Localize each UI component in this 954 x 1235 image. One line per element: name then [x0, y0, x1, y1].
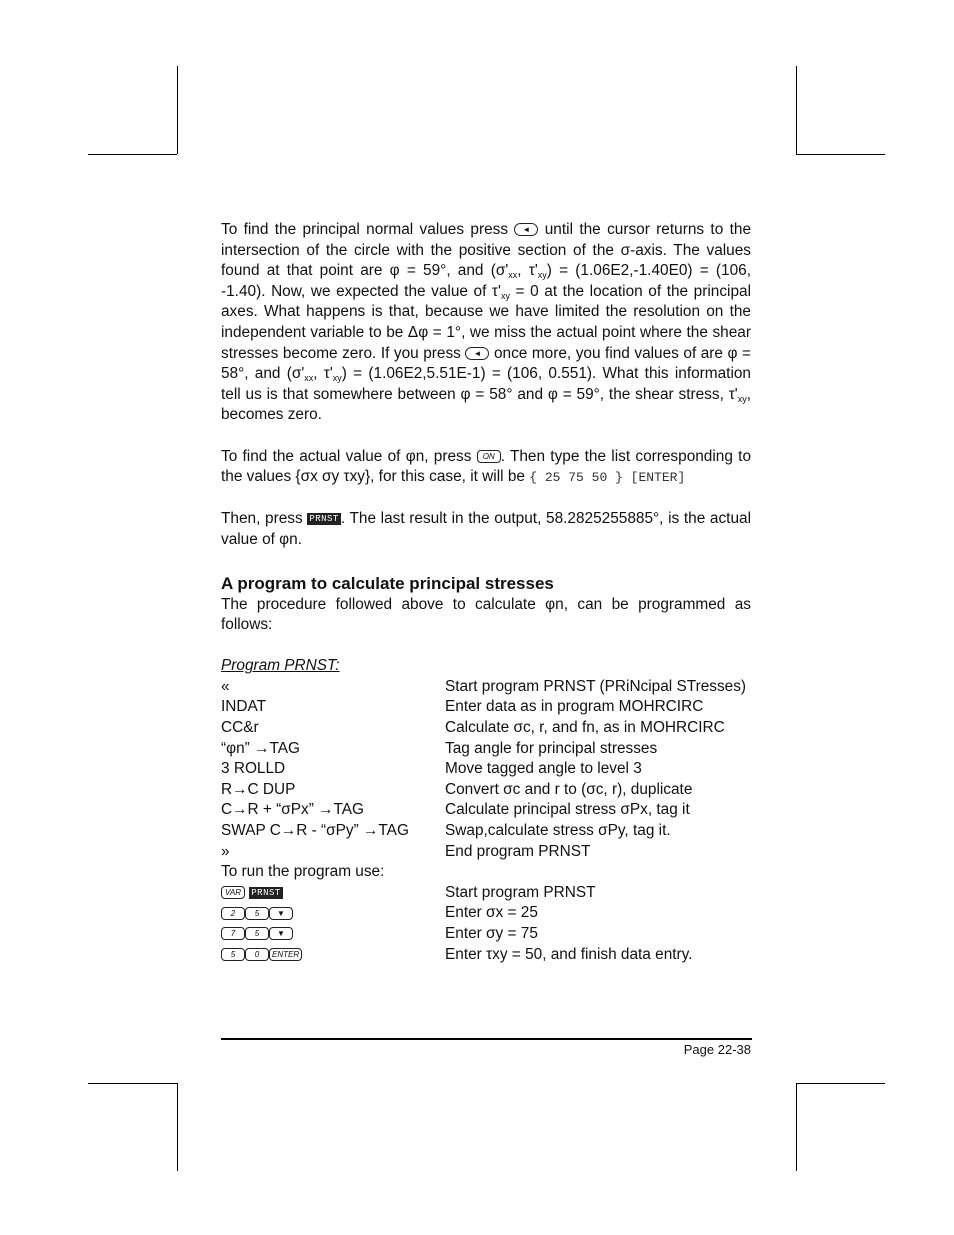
- program-row: [221, 842, 751, 863]
- program-row: [221, 677, 751, 698]
- run-desc: Enter τxy = 50, and finish data entry.: [445, 945, 693, 963]
- digit-key-icon: 2: [221, 907, 245, 920]
- keystrokes: [221, 945, 445, 966]
- result-paragraph: [221, 509, 751, 550]
- program-code: »: [221, 842, 230, 860]
- text: , becomes zero.: [221, 385, 751, 424]
- down-arrow-key-icon: ▼: [269, 907, 293, 920]
- text: To find the actual value of φn, press: [221, 447, 472, 465]
- crop-mark: [796, 154, 885, 155]
- prnst-softkey-icon: PRNST: [309, 514, 339, 525]
- program-code: “φn” →TAG: [221, 739, 300, 757]
- text: , τ': [313, 365, 333, 383]
- subscript: xy: [737, 393, 747, 404]
- run-row: [221, 903, 751, 924]
- program-row: [221, 800, 751, 821]
- subscript: xy: [500, 290, 510, 301]
- program-code: 3 ROLLD: [221, 760, 286, 778]
- program-desc: End program PRNST: [445, 842, 591, 860]
- down-arrow-key-icon: ▼: [269, 927, 293, 940]
- subscript: xx: [508, 270, 518, 281]
- subscript: xy: [332, 373, 342, 384]
- text: . Then type the list corresponding to the values {σx σy τxy}, for this case, it will be: [221, 447, 752, 486]
- run-desc: Start program PRNST: [445, 883, 596, 901]
- program-desc: Swap,calculate stress σPy, tag it.: [445, 822, 671, 840]
- program-code: R→C DUP: [221, 780, 296, 798]
- program-desc: Convert σc and r to (σc, r), duplicate: [445, 780, 693, 798]
- crop-mark: [177, 1083, 178, 1171]
- text: , τ': [517, 262, 538, 280]
- program-code: «: [221, 677, 230, 695]
- program-row: [221, 759, 751, 780]
- section-body: The procedure followed above to calculate φn, can be programmed as follows:: [221, 595, 751, 634]
- crop-mark: [796, 66, 797, 154]
- on-key-icon: ON: [477, 450, 501, 463]
- subscript: xx: [304, 373, 314, 384]
- text: To run the program use:: [221, 863, 385, 881]
- program-desc: Start program PRNST (PRiNcipal STresses): [445, 677, 747, 695]
- program-desc: Calculate principal stress σPx, tag it: [445, 801, 690, 819]
- prnst-softkey-icon: PRNST: [251, 887, 281, 898]
- program-title: Program PRNST:: [221, 657, 340, 675]
- run-row: [221, 924, 751, 945]
- crop-mark: [796, 1083, 885, 1084]
- program-row: [221, 697, 751, 718]
- run-row: [221, 883, 751, 904]
- digit-key-icon: 0: [245, 948, 269, 961]
- crop-mark: [177, 66, 178, 154]
- text: once more, you find values of are φ = 58°, and (σ': [221, 344, 752, 383]
- program-code: INDAT: [221, 698, 267, 716]
- footer-rule: [221, 1038, 752, 1040]
- subscript: xy: [537, 270, 547, 281]
- program-code: C→R + “σPx” →TAG: [221, 801, 365, 819]
- keystrokes: [221, 883, 445, 904]
- program-desc: Move tagged angle to level 3: [445, 760, 642, 778]
- program-row: [221, 739, 751, 760]
- crop-mark: [88, 1083, 177, 1084]
- section-heading: A program to calculate principal stresses: [221, 573, 554, 593]
- program-row: [221, 718, 751, 739]
- keystrokes: [221, 924, 445, 945]
- text: ) = (1.06E2,5.51E-1) = (106, 0.551). What this information tell us is that somewhere between φ = 58° and φ = 59°, the shear stress, τ': [221, 365, 751, 403]
- left-arrow-key-icon: ◄: [465, 347, 489, 360]
- crop-mark: [796, 1083, 797, 1171]
- run-desc: Enter σx = 25: [445, 904, 538, 922]
- run-row: [221, 945, 751, 966]
- digit-key-icon: 5: [245, 927, 269, 940]
- find-angle-paragraph: [221, 447, 751, 489]
- text: ) = (1.06E2,-1.40E0) = (106, -1.40). Now, we expected the value of τ': [221, 262, 752, 300]
- program-desc: Enter data as in program MOHRCIRC: [445, 698, 704, 716]
- text: . The last result in the output, 58.2825255885°, is the actual value of φn.: [221, 510, 751, 548]
- keystrokes: [221, 903, 445, 924]
- program-code: SWAP C→R - “σPy” →TAG: [221, 822, 409, 840]
- page-content: [221, 220, 751, 965]
- intro-paragraph: [221, 220, 751, 426]
- run-desc: Enter σy = 75: [445, 925, 538, 942]
- digit-key-icon: 5: [245, 907, 269, 920]
- digit-key-icon: 5: [221, 948, 245, 961]
- program-listing: [221, 677, 751, 862]
- run-label: [221, 862, 751, 883]
- program-desc: Tag angle for principal stresses: [445, 739, 658, 757]
- crop-mark: [88, 154, 177, 155]
- text: Then, press: [221, 510, 303, 528]
- text: until the cursor returns to the intersection of the circle with the positive section of the σ-axis. The values found at that point are φ = 59°, and (σ': [221, 221, 752, 280]
- left-arrow-key-icon: ◄: [514, 223, 538, 236]
- program-row: [221, 821, 751, 842]
- program-desc: Calculate σc, r, and fn, as in MOHRCIRC: [445, 719, 725, 737]
- text: To find the principal normal values press: [221, 221, 509, 238]
- run-steps: [221, 883, 751, 965]
- digit-key-icon: 7: [221, 927, 245, 940]
- page-number: Page 22-38: [683, 1042, 751, 1057]
- program-code: CC&r: [221, 719, 259, 737]
- var-key-icon: VAR: [221, 886, 245, 899]
- text: = 0 at the location of the principal axes. What happens is that, because we have limited the resolution on the independent variable to be Δφ = 1°, we miss the actual point where the shear stresses become zero. If you press: [221, 282, 751, 362]
- enter-key-icon: ENTER: [269, 948, 302, 961]
- program-row: [221, 780, 751, 801]
- code-sample: { 25 75 50 } [ENTER]: [529, 470, 686, 486]
